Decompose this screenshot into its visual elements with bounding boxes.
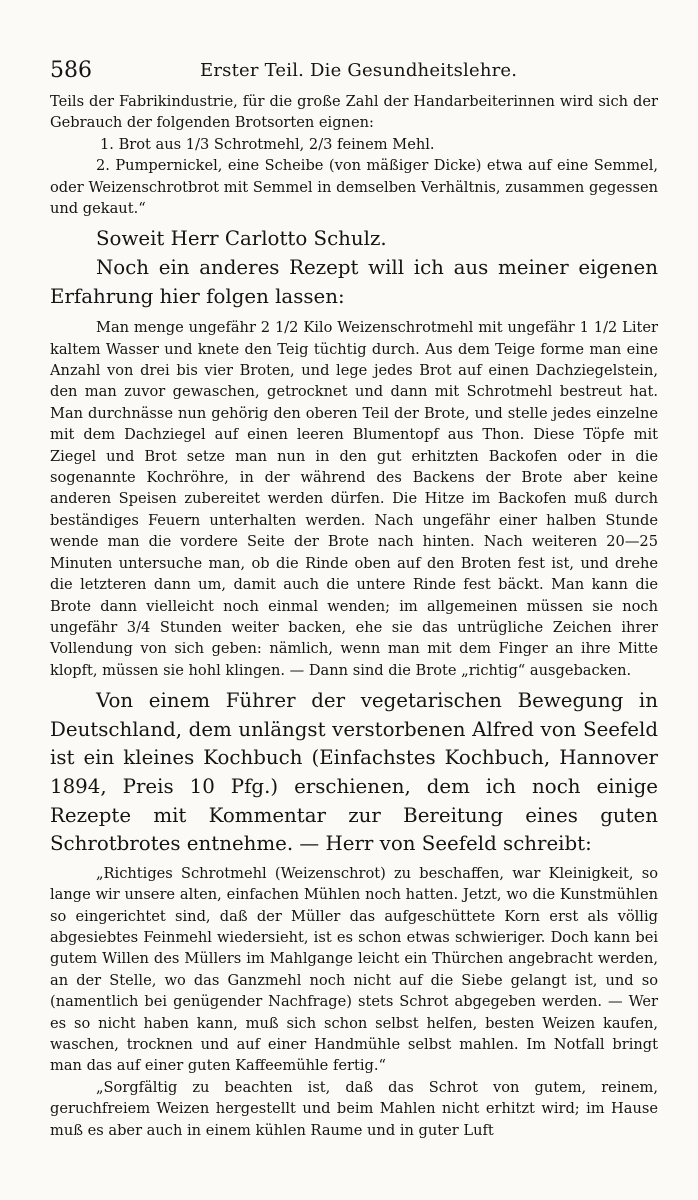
quote-paragraph-1: „Richtiges Schrotmehl (Weizenschrot) zu beschaffen, war Kleinigkeit, so lange wir unsere alten, einfachen Mühlen noch hatten. Jetzt, wo die Kunstmühlen so eingerichtet sind, daß der Müller das aufgeschüttete Korn erst als völlig abgesiebtes Feinmehl wiedersieht, ist es schon etwas schwieriger. Doch kann bei gutem Willen des Müllers im Mahlgange leicht ein Thürchen angebracht werden, an der Stelle, wo das Ganzmehl noch nicht auf die Siebe gelangt ist, und so (namentlich bei genügender Nachfrage) stets Schrot abgegeben werden. — Wer es so nicht haben kann, muß sich schon selbst helfen, besten Weizen kaufen, waschen, trocknen und auf einer Handmühle selbst mahlen. Im Notfall bringt man das auf einer guten Kaffeemühle fertig.“ bbox=[50, 864, 658, 1075]
running-head: Erster Teil. Die Gesundheitslehre. bbox=[200, 60, 518, 81]
recipe-intro-paragraph: Noch ein anderes Rezept will ich aus meiner eigenen Erfahrung hier folgen lassen: bbox=[50, 256, 658, 308]
intro-paragraph: Teils der Fabrikindustrie, für die große Zahl der Handarbeiterinnen wird sich der Gebrauch der folgenden Brotsorten eignen: bbox=[50, 93, 658, 132]
list-item: 1. Brot aus 1/3 Schrotmehl, 2/3 feinem Mehl. bbox=[100, 135, 435, 153]
quote-paragraph-2: „Sorgfältig zu beachten ist, daß das Schrot von gutem, reinem, geruchfreiem Weizen hergestellt und beim Mahlen nicht erhitzt wird; im Hause muß es aber auch in einem kühlen Raume und in guter Luft bbox=[50, 1078, 658, 1139]
soweit-paragraph: Soweit Herr Carlotto Schulz. bbox=[96, 227, 387, 251]
page-number: 586 bbox=[50, 58, 92, 83]
list-item: 2. Pumpernickel, eine Scheibe (von mäßiger Dicke) etwa auf eine Semmel, oder Weizenschrotbrot mit Semmel in demselben Verhältnis, zusammen gegessen und gekaut.“ bbox=[50, 157, 658, 218]
recipe-paragraph: Man menge ungefähr 2 1/2 Kilo Weizenschrotmehl mit ungefähr 1 1/2 Liter kaltem Wasser und knete den Teig tüchtig durch. Aus dem Teige forme man eine Anzahl von drei bis vier Broten, und lege jedes Brot auf einen Dachziegelstein, den man zuvor gewaschen, getrocknet und dann mit Schrotmehl bestreut hat. Man durchnässe nun gehörig den oberen Teil der Brote, und stelle jedes einzelne mit dem Dachziegel auf einen leeren Blumentopf aus Thon. Diese Töpfe mit Ziegel und Brot setze man nun in den gut erhitzten Backofen oder in die sogenannte Kochröhre, in der während des Backens der Brote aber keine anderen Speisen zubereitet werden dürfen. Die Hitze im Backofen muß durch beständiges Feuern unterhalten werden. Nach ungefähr einer halben Stunde wende man die vordere Seite der Brote nach hinten. Nach weiteren 20—25 Minuten untersuche man, ob die Rinde oben auf den Broten fest ist, und drehe die letzteren dann um, damit auch die untere Rinde fest bäckt. Man kann die Brote dann vielleicht noch einmal wenden; im allgemeinen müssen sie noch ungefähr 3/4 Stunden weiter backen, ehe sie das untrügliche Zeichen ihrer Vollendung von sich geben: nämlich, wenn man mit dem Finger an ihre Mitte klopft, müssen sie hohl klingen. — Dann sind die Brote „richtig“ ausgebacken. bbox=[50, 319, 658, 679]
page-header bbox=[50, 58, 658, 90]
seefeld-paragraph: Von einem Führer der vegetarischen Bewegung in Deutschland, dem unlängst verstorbenen Alfred von Seefeld ist ein kleines Kochbuch (Einfachstes Kochbuch, Hannover 1894, Preis 10 Pfg.) erschienen, dem ich noch einige Rezepte mit Kommentar zur Bereitung eines guten Schrotbrotes entnehme. — Herr von Seefeld schreibt: bbox=[50, 689, 658, 856]
